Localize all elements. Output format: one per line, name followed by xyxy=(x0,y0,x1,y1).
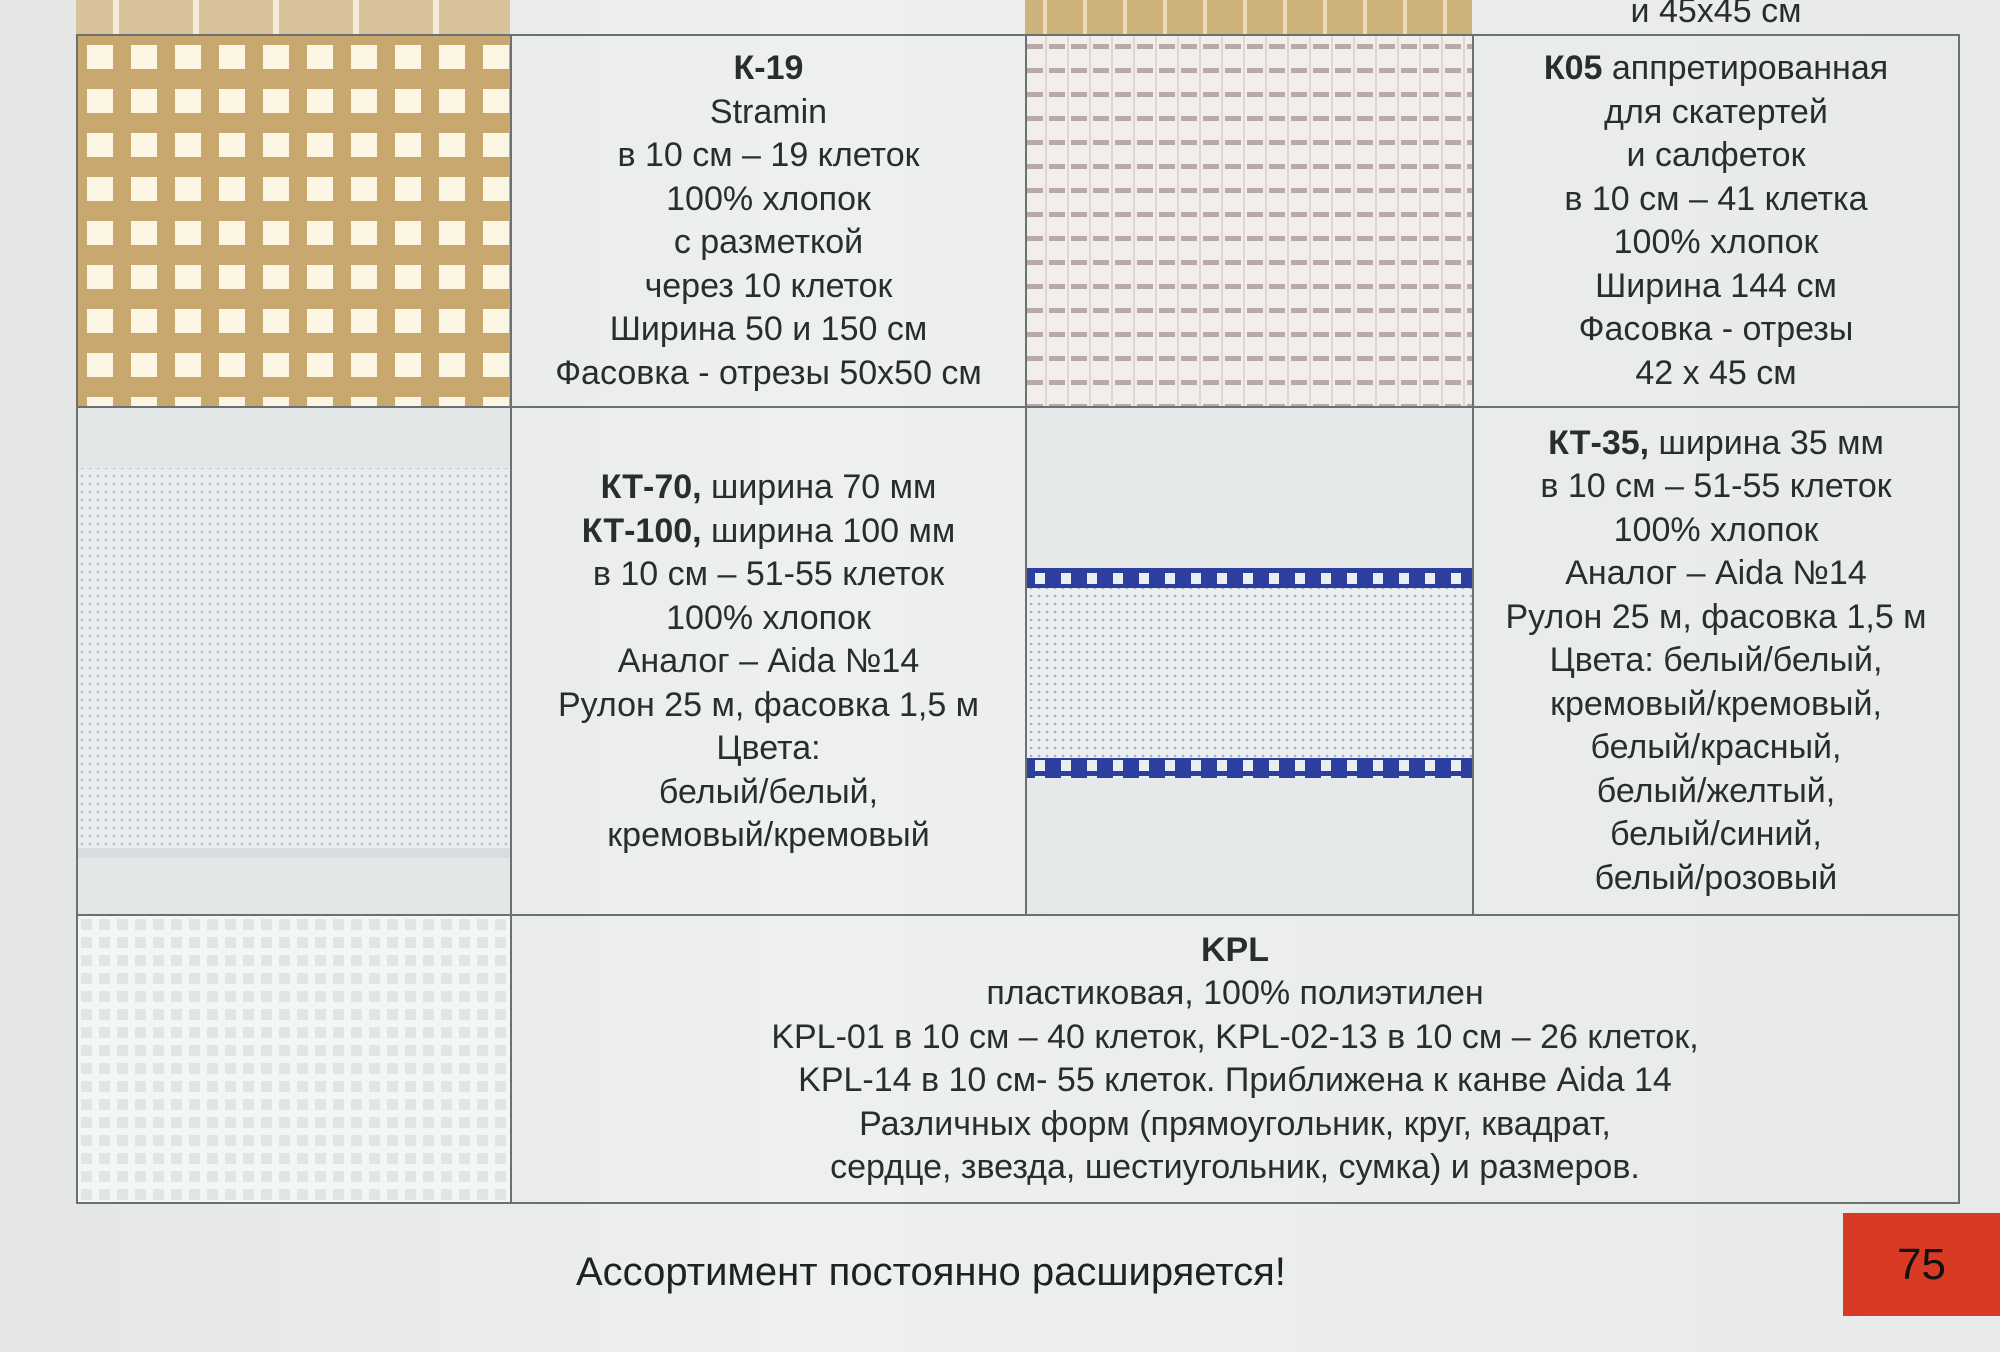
desc-line: в 10 см – 19 клеток xyxy=(617,136,920,174)
product-heading xyxy=(582,510,956,554)
product-heading xyxy=(1548,422,1884,466)
k19-description xyxy=(510,34,1027,408)
desc-line: белый/белый, xyxy=(658,772,879,811)
desc-line: 100% хлопок xyxy=(666,179,871,218)
desc-line: сердце, звезда, шестиугольник, сумка) и размеров. xyxy=(830,1148,1640,1186)
product-code: КТ-70, xyxy=(600,468,702,506)
desc-line: Рулон 25 м, фасовка 1,5 м xyxy=(1505,597,1927,636)
product-heading-rest: ширина 35 мм xyxy=(1649,423,1884,462)
desc-line: Рулон 25 м, фасовка 1,5 м xyxy=(557,685,980,724)
desc-line: белый/синий, xyxy=(1610,815,1822,854)
product-code: KPL xyxy=(1201,930,1269,969)
desc-line: с разметкой xyxy=(673,223,864,261)
desc-line: Цвета: xyxy=(716,729,821,767)
footer-tagline: Ассортимент постоянно расширяется! xyxy=(576,1250,1286,1294)
product-code: К05 xyxy=(1543,49,1603,87)
desc-line: Ширина 50 и 150 см xyxy=(609,310,928,348)
kpl-description xyxy=(510,914,1960,1204)
product-heading-rest: ширина 100 мм xyxy=(701,511,956,550)
desc-line: белый/красный, xyxy=(1590,728,1842,767)
desc-line: в 10 см – 51-55 клеток xyxy=(592,555,945,593)
k05-description xyxy=(1472,34,1960,408)
kt70-tape-image xyxy=(78,408,510,914)
kt35-tape-image xyxy=(1027,408,1472,914)
desc-line: 100% хлопок xyxy=(1613,223,1819,261)
desc-line: 42 х 45 см xyxy=(1635,353,1797,392)
desc-line: кремовый/кремовый, xyxy=(1550,684,1882,723)
size-text: и 45х45 см xyxy=(1630,0,1802,31)
desc-line: Различных форм (прямоугольник, круг, квадрат, xyxy=(859,1104,1611,1143)
stramin-canvas-image xyxy=(78,36,510,406)
desc-line: белый/желтый, xyxy=(1596,771,1836,810)
product-heading-rest: ширина 70 мм xyxy=(701,468,937,506)
product-code: К-19 xyxy=(733,49,804,87)
desc-line: Аналог – Aida №14 xyxy=(617,642,920,680)
desc-line: Фасовка - отрезы xyxy=(1578,310,1854,348)
kt70-description xyxy=(510,406,1027,916)
fabric-image-top-mid xyxy=(1025,0,1472,36)
desc-line: Аналог – Aida №14 xyxy=(1565,554,1867,593)
desc-line: KPL-01 в 10 см – 40 клеток, KPL-02-13 в 10 см – 26 клеток, xyxy=(771,1017,1699,1056)
desc-line: Цвета: белый/белый, xyxy=(1549,641,1883,680)
desc-line: в 10 см – 51-55 клеток xyxy=(1540,467,1892,506)
desc-line: для скатертей xyxy=(1604,92,1828,131)
fabric-table xyxy=(76,0,1960,1204)
desc-line: Фасовка - отрезы 50х50 см xyxy=(555,353,982,392)
desc-line: через 10 клеток xyxy=(644,266,893,305)
desc-line: Ширина 144 см xyxy=(1595,266,1837,305)
product-code: КТ-100, xyxy=(581,511,702,550)
kt35-description xyxy=(1472,406,1960,916)
desc-line: кремовый/кремовый xyxy=(607,816,930,854)
top-right-fragment xyxy=(1472,0,1960,32)
desc-line: в 10 см – 41 клетка xyxy=(1564,179,1868,218)
desc-line: и салфеток xyxy=(1626,136,1806,174)
desc-line: KPL-14 в 10 см- 55 клеток. Приближена к канве Aida 14 xyxy=(798,1061,1672,1099)
product-code: КТ-35, xyxy=(1548,423,1650,462)
desc-line: Stramin xyxy=(709,92,828,131)
aida-canvas-image xyxy=(1027,36,1472,406)
product-heading xyxy=(601,466,937,510)
desc-line: 100% хлопок xyxy=(666,598,871,637)
page-number-badge xyxy=(1843,1213,2000,1316)
page-number: 75 xyxy=(1897,1239,1946,1289)
desc-line: пластиковая, 100% полиэтилен xyxy=(986,974,1484,1012)
desc-line: 100% хлопок xyxy=(1613,510,1819,549)
product-heading xyxy=(1544,47,1888,91)
desc-line: белый/розовый xyxy=(1594,858,1838,897)
fabric-image-top-left xyxy=(76,0,510,36)
plastic-canvas-image xyxy=(78,916,510,1202)
product-heading-rest: аппретированная xyxy=(1602,49,1889,87)
